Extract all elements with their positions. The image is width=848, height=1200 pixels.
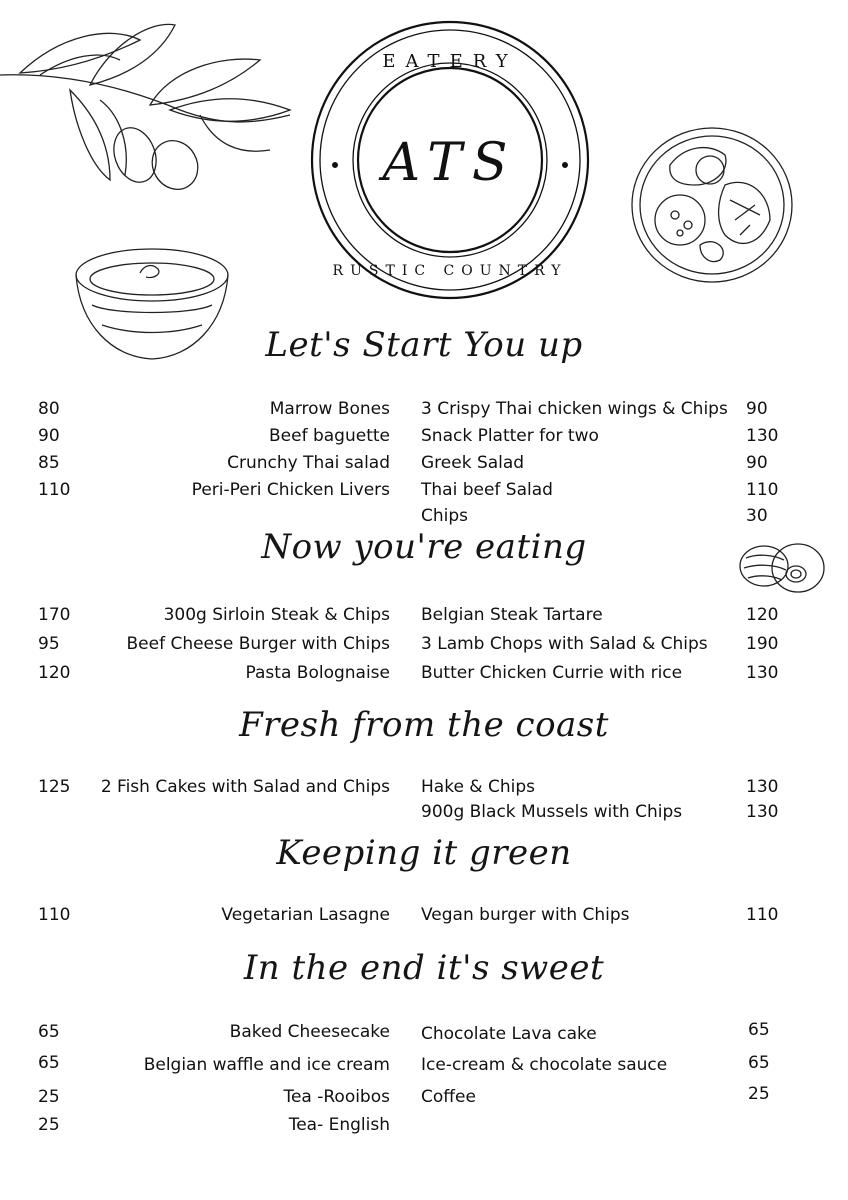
logo bbox=[310, 15, 590, 305]
section-mains bbox=[0, 527, 848, 692]
item-name: Greek Salad bbox=[421, 453, 525, 473]
section-title: Now you're eating bbox=[261, 527, 587, 567]
item-name: Chocolate Lava cake bbox=[421, 1024, 597, 1044]
item-name: Pasta Bolognaise bbox=[245, 663, 390, 683]
plate-icon bbox=[630, 125, 795, 285]
item-name: Tea -Rooibos bbox=[283, 1087, 390, 1107]
menu-row bbox=[0, 775, 848, 799]
menu-row bbox=[0, 1020, 848, 1044]
menu-row bbox=[0, 504, 848, 528]
menu-row bbox=[0, 397, 848, 421]
item-price: 90 bbox=[746, 453, 768, 473]
item-name: Beef baguette bbox=[269, 426, 390, 446]
section-desserts bbox=[0, 948, 848, 1148]
item-name: Hake & Chips bbox=[421, 777, 535, 797]
menu-row bbox=[0, 661, 848, 685]
item-name: 900g Black Mussels with Chips bbox=[421, 802, 683, 822]
item-price: 25 bbox=[38, 1115, 60, 1135]
item-name: Thai beef Salad bbox=[421, 480, 553, 500]
item-price: 30 bbox=[746, 506, 768, 526]
item-name: Vegetarian Lasagne bbox=[221, 905, 390, 925]
section-seafood bbox=[0, 705, 848, 830]
item-name: Crunchy Thai salad bbox=[227, 453, 390, 473]
item-price: 65 bbox=[38, 1053, 60, 1073]
item-name: Butter Chicken Currie with rice bbox=[421, 663, 683, 683]
item-price: 110 bbox=[746, 905, 779, 925]
item-price: 110 bbox=[746, 480, 779, 500]
item-price: 110 bbox=[38, 480, 71, 500]
item-price: 90 bbox=[38, 426, 60, 446]
item-name: 2 Fish Cakes with Salad and Chips bbox=[100, 777, 390, 797]
item-name: Peri-Peri Chicken Livers bbox=[191, 480, 390, 500]
item-name: Coffee bbox=[421, 1087, 476, 1107]
item-price: 25 bbox=[748, 1084, 770, 1104]
logo-monogram: ATS bbox=[382, 133, 518, 193]
menu-row bbox=[0, 1085, 848, 1109]
menu-row bbox=[0, 478, 848, 502]
item-price: 125 bbox=[38, 777, 71, 797]
logo-top-text: EATERY bbox=[382, 51, 518, 72]
item-price: 65 bbox=[748, 1020, 770, 1040]
menu-row bbox=[0, 1113, 848, 1137]
item-price: 80 bbox=[38, 399, 60, 419]
section-title: Let's Start You up bbox=[265, 325, 583, 365]
item-name: Vegan burger with Chips bbox=[421, 905, 630, 925]
menu-row bbox=[0, 424, 848, 448]
item-price: 65 bbox=[38, 1022, 60, 1042]
menu-row bbox=[0, 632, 848, 656]
item-price: 190 bbox=[746, 634, 779, 654]
section-vegetarian bbox=[0, 833, 848, 933]
section-title: In the end it's sweet bbox=[243, 948, 605, 988]
item-name: Tea- English bbox=[288, 1115, 390, 1135]
item-name: 3 Crispy Thai chicken wings & Chips bbox=[421, 399, 728, 419]
item-name: Snack Platter for two bbox=[421, 426, 599, 446]
item-price: 130 bbox=[746, 663, 779, 683]
menu-row bbox=[0, 903, 848, 927]
item-name: Beef Cheese Burger with Chips bbox=[126, 634, 390, 654]
item-name: Belgian waffle and ice cream bbox=[143, 1055, 390, 1075]
item-name: 3 Lamb Chops with Salad & Chips bbox=[421, 634, 708, 654]
menu-row bbox=[0, 603, 848, 627]
section-starters bbox=[0, 325, 848, 530]
item-price: 130 bbox=[746, 777, 779, 797]
item-name: Chips bbox=[421, 506, 469, 526]
item-name: Ice-cream & chocolate sauce bbox=[421, 1055, 668, 1075]
item-price: 130 bbox=[746, 802, 779, 822]
olive-branch-icon bbox=[0, 15, 300, 195]
menu-row bbox=[0, 1051, 848, 1075]
item-name: Marrow Bones bbox=[269, 399, 390, 419]
item-name: Baked Cheesecake bbox=[229, 1022, 390, 1042]
logo-bottom-text: RUSTIC COUNTRY bbox=[332, 263, 568, 279]
item-price: 90 bbox=[746, 399, 768, 419]
item-price: 120 bbox=[746, 605, 779, 625]
item-price: 120 bbox=[38, 663, 71, 683]
menu-row bbox=[0, 451, 848, 475]
item-price: 170 bbox=[38, 605, 71, 625]
section-title: Fresh from the coast bbox=[239, 705, 609, 745]
item-price: 110 bbox=[38, 905, 71, 925]
item-price: 95 bbox=[38, 634, 60, 654]
section-title: Keeping it green bbox=[276, 833, 572, 873]
item-price: 25 bbox=[38, 1087, 60, 1107]
item-price: 65 bbox=[748, 1053, 770, 1073]
item-name: 300g Sirloin Steak & Chips bbox=[163, 605, 390, 625]
menu-row bbox=[0, 800, 848, 824]
item-price: 85 bbox=[38, 453, 60, 473]
item-name: Belgian Steak Tartare bbox=[421, 605, 603, 625]
item-price: 130 bbox=[746, 426, 779, 446]
